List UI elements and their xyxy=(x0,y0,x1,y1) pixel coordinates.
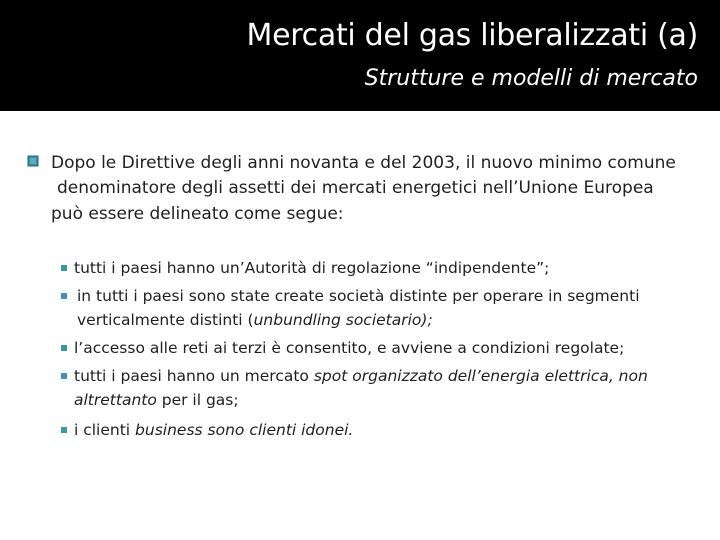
bullet-2-line-2 xyxy=(77,309,433,331)
square-bullet-icon xyxy=(61,373,67,379)
square-bullet-icon xyxy=(61,265,67,271)
slide-subtitle: Strutture e modelli di mercato xyxy=(364,66,698,91)
bullet-4-line-1-italic: spot organizzato dell’energia elettrica, non xyxy=(313,367,648,385)
bullet-2-line-1: in tutti i paesi sono state create società distinte per operare in segmenti xyxy=(77,287,640,305)
intro-line-1: Dopo le Direttive degli anni novanta e del 2003, il nuovo minimo comune xyxy=(51,153,676,173)
bullet-5-line-1 xyxy=(74,419,353,441)
bullet-4-line-2-italic: altrettanto xyxy=(74,391,157,409)
slide-title: Mercati del gas liberalizzati (a) xyxy=(246,18,698,53)
checkbox-square-icon xyxy=(27,155,39,167)
square-bullet-icon xyxy=(61,345,67,351)
square-bullet-icon xyxy=(61,293,67,299)
bullet-4-line-1-text: tutti i paesi hanno un mercato xyxy=(74,367,314,385)
bullet-4-line-1 xyxy=(74,365,648,387)
bullet-2-line-2-italic: unbundling societario); xyxy=(253,311,433,329)
bullet-4-line-2-text: per il gas; xyxy=(156,391,239,409)
bullet-1-line-1: tutti i paesi hanno un’Autorità di regolazione “indipendente”; xyxy=(74,259,550,277)
bullet-3-line-1: l’accesso alle reti ai terzi è consentito, e avviene a condizioni regolate; xyxy=(74,339,625,357)
intro-line-3: può essere delineato come segue: xyxy=(51,204,344,224)
bullet-5-line-1-text: i clienti xyxy=(74,421,136,439)
bullet-4-line-2 xyxy=(74,389,239,411)
square-bullet-icon xyxy=(61,427,67,433)
intro-line-2: denominatore degli assetti dei mercati energetici nell’Unione Europea xyxy=(57,178,654,198)
bullet-5-line-1-italic: business sono clienti idonei. xyxy=(135,421,354,439)
bullet-2-line-2-text: verticalmente distinti ( xyxy=(77,311,254,329)
title-bar xyxy=(0,0,720,111)
